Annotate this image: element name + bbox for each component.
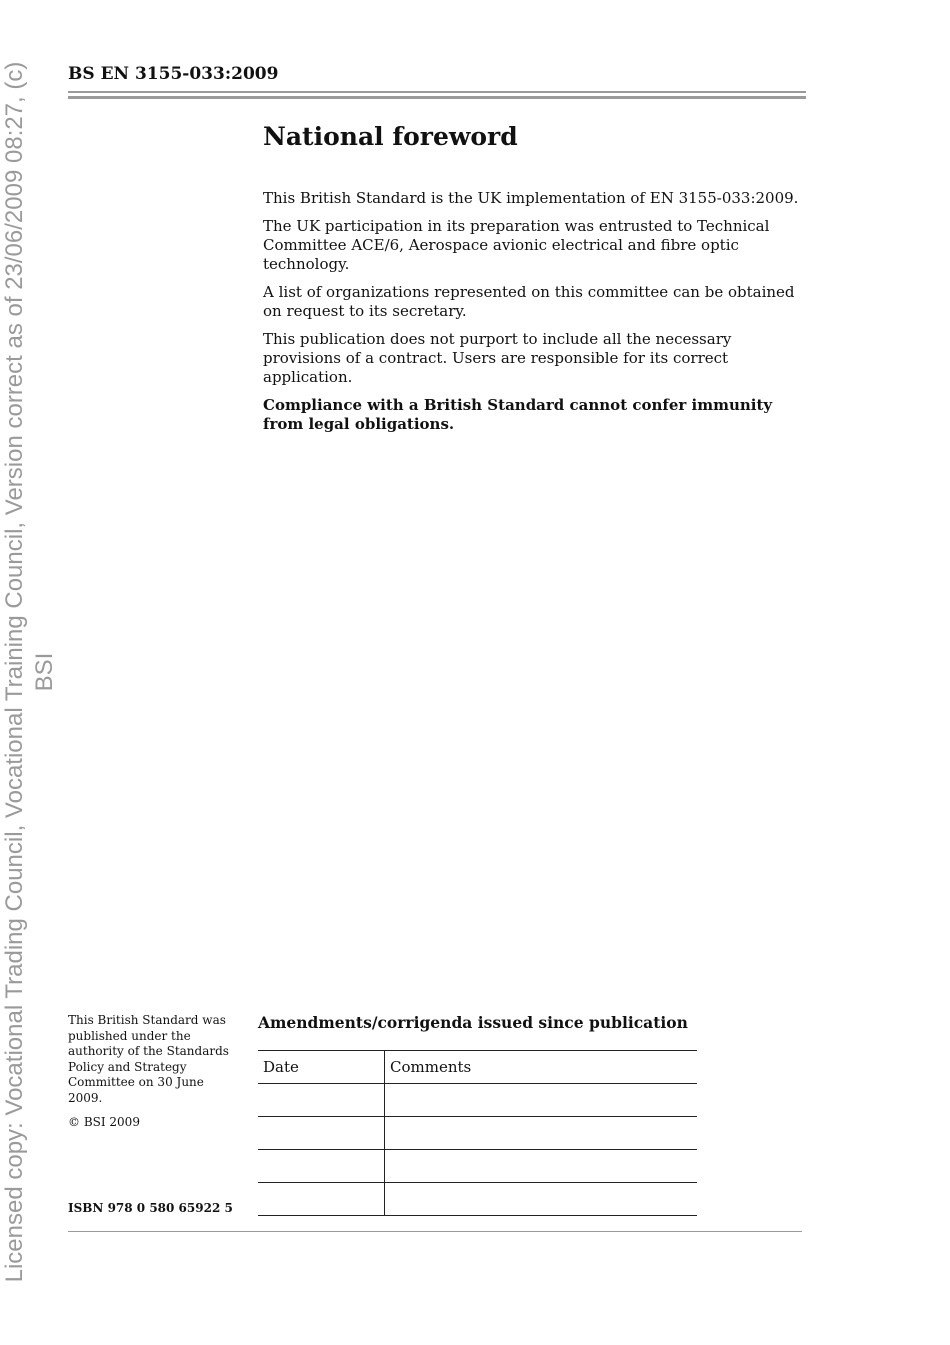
table-row	[258, 1150, 697, 1183]
header-rule-1	[68, 91, 806, 93]
watermark-line-1: Licensed copy: Vocational Trading Council, Vocational Training Council, Version correct as of 23/06/2009 08:27, (c)	[1, 61, 28, 1283]
document-id: BS EN 3155-033:2009	[68, 64, 279, 84]
table-cell-comments	[385, 1117, 698, 1150]
table-cell-date	[258, 1117, 385, 1150]
foreword-body	[263, 189, 803, 443]
table-row	[258, 1183, 697, 1216]
footer-rule	[68, 1231, 802, 1232]
table-cell-date	[258, 1183, 385, 1216]
copyright-notice: © BSI 2009	[68, 1115, 140, 1129]
page-title: National foreword	[263, 122, 518, 151]
license-watermark	[0, 0, 60, 1345]
column-header-date: Date	[258, 1051, 385, 1084]
table-cell-comments	[385, 1150, 698, 1183]
foreword-paragraph-1: This British Standard is the UK implementation of EN 3155-033:2009.	[263, 189, 799, 207]
table-cell-comments	[385, 1183, 698, 1216]
watermark-line-2: BSI	[31, 652, 58, 692]
table-header-row	[258, 1051, 697, 1084]
table-cell-date	[258, 1150, 385, 1183]
publication-statement: This British Standard was published under the authority of the Standards Policy and Strategy Committee on 30 June 2009.	[68, 1013, 229, 1105]
table-cell-date	[258, 1084, 385, 1117]
table-row	[258, 1117, 697, 1150]
amendments-table	[258, 1050, 697, 1216]
table-cell-comments	[385, 1084, 698, 1117]
column-header-comments: Comments	[385, 1051, 698, 1084]
compliance-statement: Compliance with a British Standard cannot confer immunity from legal obligations.	[263, 396, 773, 433]
header-rule-2	[68, 96, 806, 99]
publication-info	[68, 1013, 233, 1140]
isbn: ISBN 978 0 580 65922 5	[68, 1201, 233, 1215]
foreword-paragraph-4: This publication does not purport to include all the necessary provisions of a contract. Users are responsible for its correct application.	[263, 330, 732, 386]
foreword-paragraph-3: A list of organizations represented on this committee can be obtained on request to its secretary.	[263, 283, 795, 320]
amendments-title: Amendments/corrigenda issued since publication	[258, 1013, 688, 1032]
foreword-paragraph-2: The UK participation in its preparation was entrusted to Technical Committee ACE/6, Aerospace avionic electrical and fibre optic technology.	[263, 217, 770, 273]
table-row	[258, 1084, 697, 1117]
